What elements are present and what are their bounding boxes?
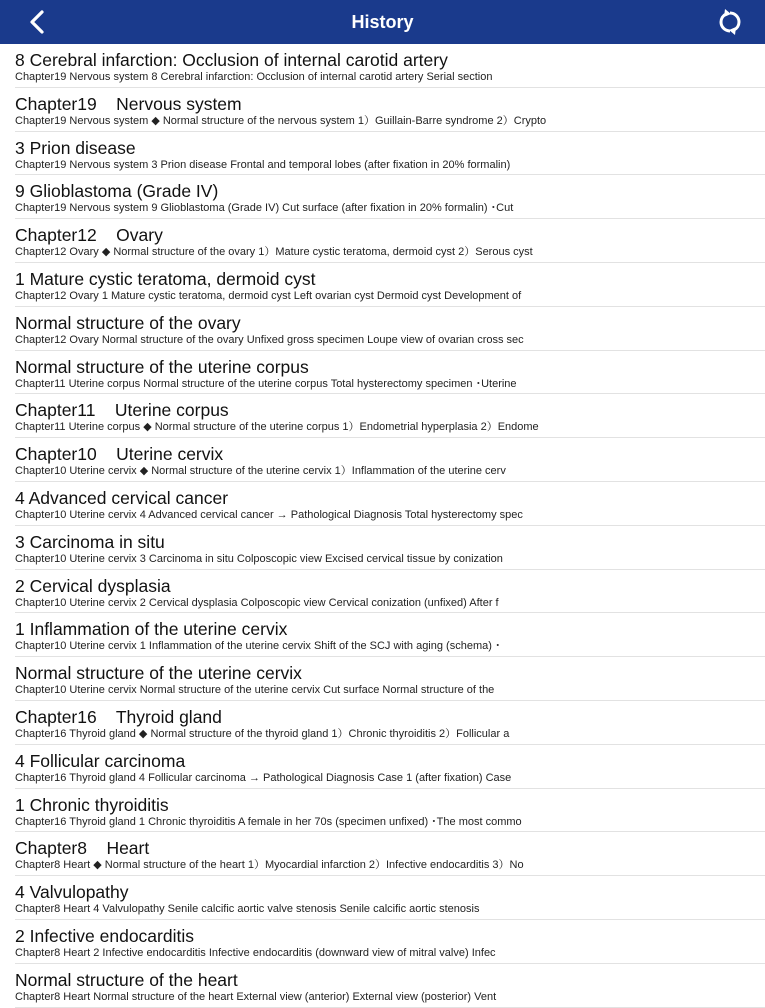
history-item-subtitle: Chapter19 Nervous system 9 Glioblastoma (Grade IV) Cut surface (after fixation in 20% formalin) ･Cut bbox=[15, 202, 514, 215]
history-item[interactable] bbox=[15, 789, 765, 833]
history-item-title: 2 Infective endocarditis bbox=[15, 925, 194, 946]
history-list bbox=[0, 44, 765, 1008]
history-item[interactable] bbox=[15, 88, 765, 132]
history-item[interactable] bbox=[15, 570, 765, 614]
history-item-title: Chapter10 Uterine cervix bbox=[15, 444, 224, 465]
history-item-subtitle: Chapter8 Heart 2 Infective endocarditis Infective endocarditis (downward view of mitral valve) Infec bbox=[15, 946, 496, 959]
history-item-subtitle: Chapter16 Thyroid gland 1 Chronic thyroiditis A female in her 70s (specimen unfixed) ･The most commo bbox=[15, 815, 522, 828]
history-item-subtitle: Chapter10 Uterine cervix 2 Cervical dysplasia Colposcopic view Cervical conization (unfixed) After f bbox=[15, 596, 499, 609]
history-item-title: Chapter16 Thyroid gland bbox=[15, 706, 222, 727]
history-item[interactable] bbox=[15, 307, 765, 351]
history-item-subtitle: Chapter8 Heart Normal structure of the heart External view (anterior) External view (posterior) Vent bbox=[15, 990, 497, 1003]
history-item[interactable] bbox=[15, 351, 765, 395]
history-item-subtitle: Chapter11 Uterine corpus ◆ Normal structure of the uterine corpus 1）Endometrial hyperplasia 2）Endome bbox=[15, 421, 539, 434]
history-item-title: Normal structure of the uterine corpus bbox=[15, 356, 309, 377]
history-item-title: Normal structure of the ovary bbox=[15, 312, 241, 333]
history-item-subtitle: Chapter8 Heart ◆ Normal structure of the heart 1）Myocardial infarction 2）Infective endocarditis 3）No bbox=[15, 859, 524, 872]
history-item-title: 3 Carcinoma in situ bbox=[15, 531, 165, 552]
history-item[interactable] bbox=[15, 613, 765, 657]
history-item[interactable] bbox=[15, 832, 765, 876]
history-item-title: 1 Chronic thyroiditis bbox=[15, 794, 169, 815]
history-item-subtitle: Chapter10 Uterine cervix 1 Inflammation of the uterine cervix Shift of the SCJ with aging (schema) ･ bbox=[15, 640, 501, 653]
history-item-title: 1 Inflammation of the uterine cervix bbox=[15, 619, 288, 640]
history-item[interactable] bbox=[15, 657, 765, 701]
navigation-bar bbox=[0, 0, 765, 44]
history-item[interactable] bbox=[15, 219, 765, 263]
history-item-subtitle: Chapter12 Ovary Normal structure of the ovary Unfixed gross specimen Loupe view of ovarian cross sec bbox=[15, 333, 524, 346]
history-item[interactable] bbox=[15, 263, 765, 307]
history-item-title: Chapter12 Ovary bbox=[15, 225, 163, 246]
history-item-title: Normal structure of the heart bbox=[15, 969, 238, 990]
history-item-subtitle: Chapter10 Uterine cervix Normal structure of the uterine cervix Cut surface Normal structure of the bbox=[15, 684, 495, 697]
history-item-subtitle: Chapter10 Uterine cervix 3 Carcinoma in situ Colposcopic view Excised cervical tissue by conization bbox=[15, 552, 503, 565]
history-item-title: 2 Cervical dysplasia bbox=[15, 575, 171, 596]
history-item-title: 1 Mature cystic teratoma, dermoid cyst bbox=[15, 268, 316, 289]
history-item-title: Chapter11 Uterine corpus bbox=[15, 400, 229, 421]
history-item-title: 4 Follicular carcinoma bbox=[15, 750, 186, 771]
history-item[interactable] bbox=[15, 964, 765, 1008]
history-item-title: 8 Cerebral infarction: Occlusion of internal carotid artery bbox=[15, 50, 448, 70]
history-item-subtitle: Chapter8 Heart 4 Valvulopathy Senile calcific aortic valve stenosis Senile calcific aortic stenosis bbox=[15, 903, 480, 916]
history-item[interactable] bbox=[15, 438, 765, 482]
history-item-title: 4 Advanced cervical cancer bbox=[15, 487, 229, 508]
history-item-subtitle: Chapter16 Thyroid gland ◆ Normal structure of the thyroid gland 1）Chronic thyroiditis 2）Follicular a bbox=[15, 727, 510, 740]
history-item-title: 9 Glioblastoma (Grade IV) bbox=[15, 181, 219, 202]
history-item[interactable] bbox=[15, 876, 765, 920]
history-item-subtitle: Chapter19 Nervous system ◆ Normal structure of the nervous system 1）Guillain-Barre syndrome 2）Crypto bbox=[15, 114, 547, 127]
history-item-title: 3 Prion disease bbox=[15, 137, 136, 158]
history-item-subtitle: Chapter12 Ovary ◆ Normal structure of the ovary 1）Mature cystic teratoma, dermoid cyst 2）Serous cyst bbox=[15, 246, 533, 259]
history-item-title: Chapter19 Nervous system bbox=[15, 93, 242, 114]
history-item[interactable] bbox=[15, 701, 765, 745]
history-item[interactable] bbox=[15, 44, 765, 88]
history-item[interactable] bbox=[15, 132, 765, 176]
history-item-title: 4 Valvulopathy bbox=[15, 882, 129, 903]
refresh-button[interactable] bbox=[715, 6, 745, 38]
history-item-subtitle: Chapter10 Uterine cervix ◆ Normal structure of the uterine cervix 1）Inflammation of the uterine cerv bbox=[15, 465, 506, 478]
history-item-subtitle: Chapter12 Ovary 1 Mature cystic teratoma, dermoid cyst Left ovarian cyst Dermoid cyst Development of bbox=[15, 289, 522, 302]
history-item-subtitle: Chapter10 Uterine cervix 4 Advanced cervical cancer → Pathological Diagnosis Total hysterectomy spec bbox=[15, 508, 523, 521]
history-item[interactable] bbox=[15, 394, 765, 438]
history-item-subtitle: Chapter16 Thyroid gland 4 Follicular carcinoma → Pathological Diagnosis Case 1 (after fixation) Case bbox=[15, 771, 512, 784]
history-item-subtitle: Chapter19 Nervous system 8 Cerebral infarction: Occlusion of internal carotid artery Serial section bbox=[15, 71, 493, 83]
history-item[interactable] bbox=[15, 526, 765, 570]
history-item[interactable] bbox=[15, 482, 765, 526]
history-item[interactable] bbox=[15, 745, 765, 789]
history-item-title: Chapter8 Heart bbox=[15, 838, 150, 859]
history-item-subtitle: Chapter11 Uterine corpus Normal structure of the uterine corpus Total hysterectomy specimen ･Uterine bbox=[15, 377, 517, 390]
history-item[interactable] bbox=[15, 175, 765, 219]
history-item-subtitle: Chapter19 Nervous system 3 Prion disease Frontal and temporal lobes (after fixation in 20% formalin) bbox=[15, 158, 511, 171]
history-item-title: Normal structure of the uterine cervix bbox=[15, 663, 302, 684]
page-title: History bbox=[351, 12, 414, 32]
history-item[interactable] bbox=[15, 920, 765, 964]
refresh-icon bbox=[715, 6, 745, 38]
